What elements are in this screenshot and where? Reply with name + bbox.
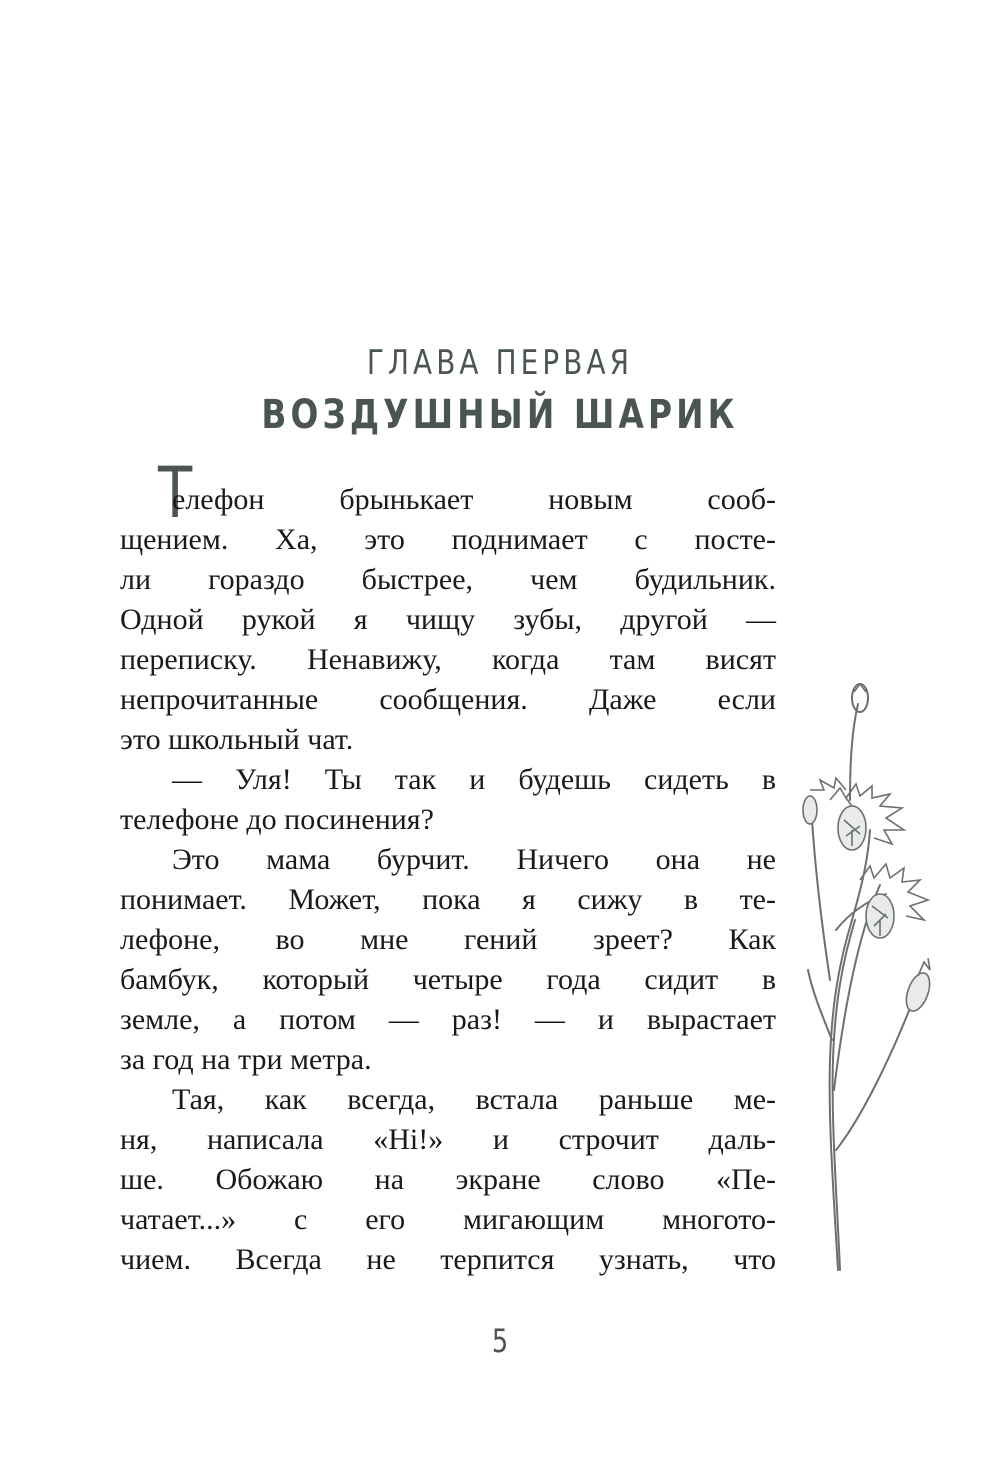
text-line: это школьный чат. (120, 723, 354, 756)
text-line: ше. Обожаю на экране слово «Пе- (120, 1163, 776, 1196)
drop-cap: Т (158, 452, 193, 534)
text-line: — Уля! Ты так и будешь сидеть в (172, 763, 776, 796)
text-line: бамбук, который четыре года сидит в (120, 963, 776, 996)
chapter-label: ГЛАВА ПЕРВАЯ (366, 343, 634, 383)
text-line: телефоне до посинения? (120, 803, 434, 836)
page-number: 5 (491, 1322, 509, 1360)
text-line: понимает. Может, пока я сижу в те- (120, 883, 776, 916)
chapter-title: ВОЗДУШНЫЙ ШАРИК (261, 392, 739, 438)
text-line: Это мама бурчит. Ничего она не (172, 843, 776, 876)
text-line: чием. Всегда не терпится узнать, что (120, 1243, 776, 1276)
text-line: непрочитанные сообщения. Даже если (120, 683, 776, 716)
text-line: елефон брынькает новым сооб- (172, 483, 776, 516)
text-line: за год на три метра. (120, 1043, 372, 1076)
text-line: чатает...» с его мигающим многото- (120, 1203, 776, 1236)
text-line: лефоне, во мне гений зреет? Как (120, 923, 776, 956)
body-text (120, 480, 776, 1280)
text-line: земле, а потом — раз! — и вырастает (120, 1003, 776, 1036)
text-line: щением. Ха, это поднимает с посте- (120, 523, 776, 556)
text-line: Одной рукой я чищу зубы, другой — (120, 603, 776, 636)
text-line: переписку. Ненавижу, когда там висят (120, 643, 776, 676)
text-line: ли гораздо быстрее, чем будильник. (120, 563, 776, 596)
text-line: ня, написала «Hi!» и строчит даль- (120, 1123, 776, 1156)
cornflower-illustration (790, 680, 950, 1280)
text-line: Тая, как всегда, встала раньше ме- (172, 1083, 776, 1116)
